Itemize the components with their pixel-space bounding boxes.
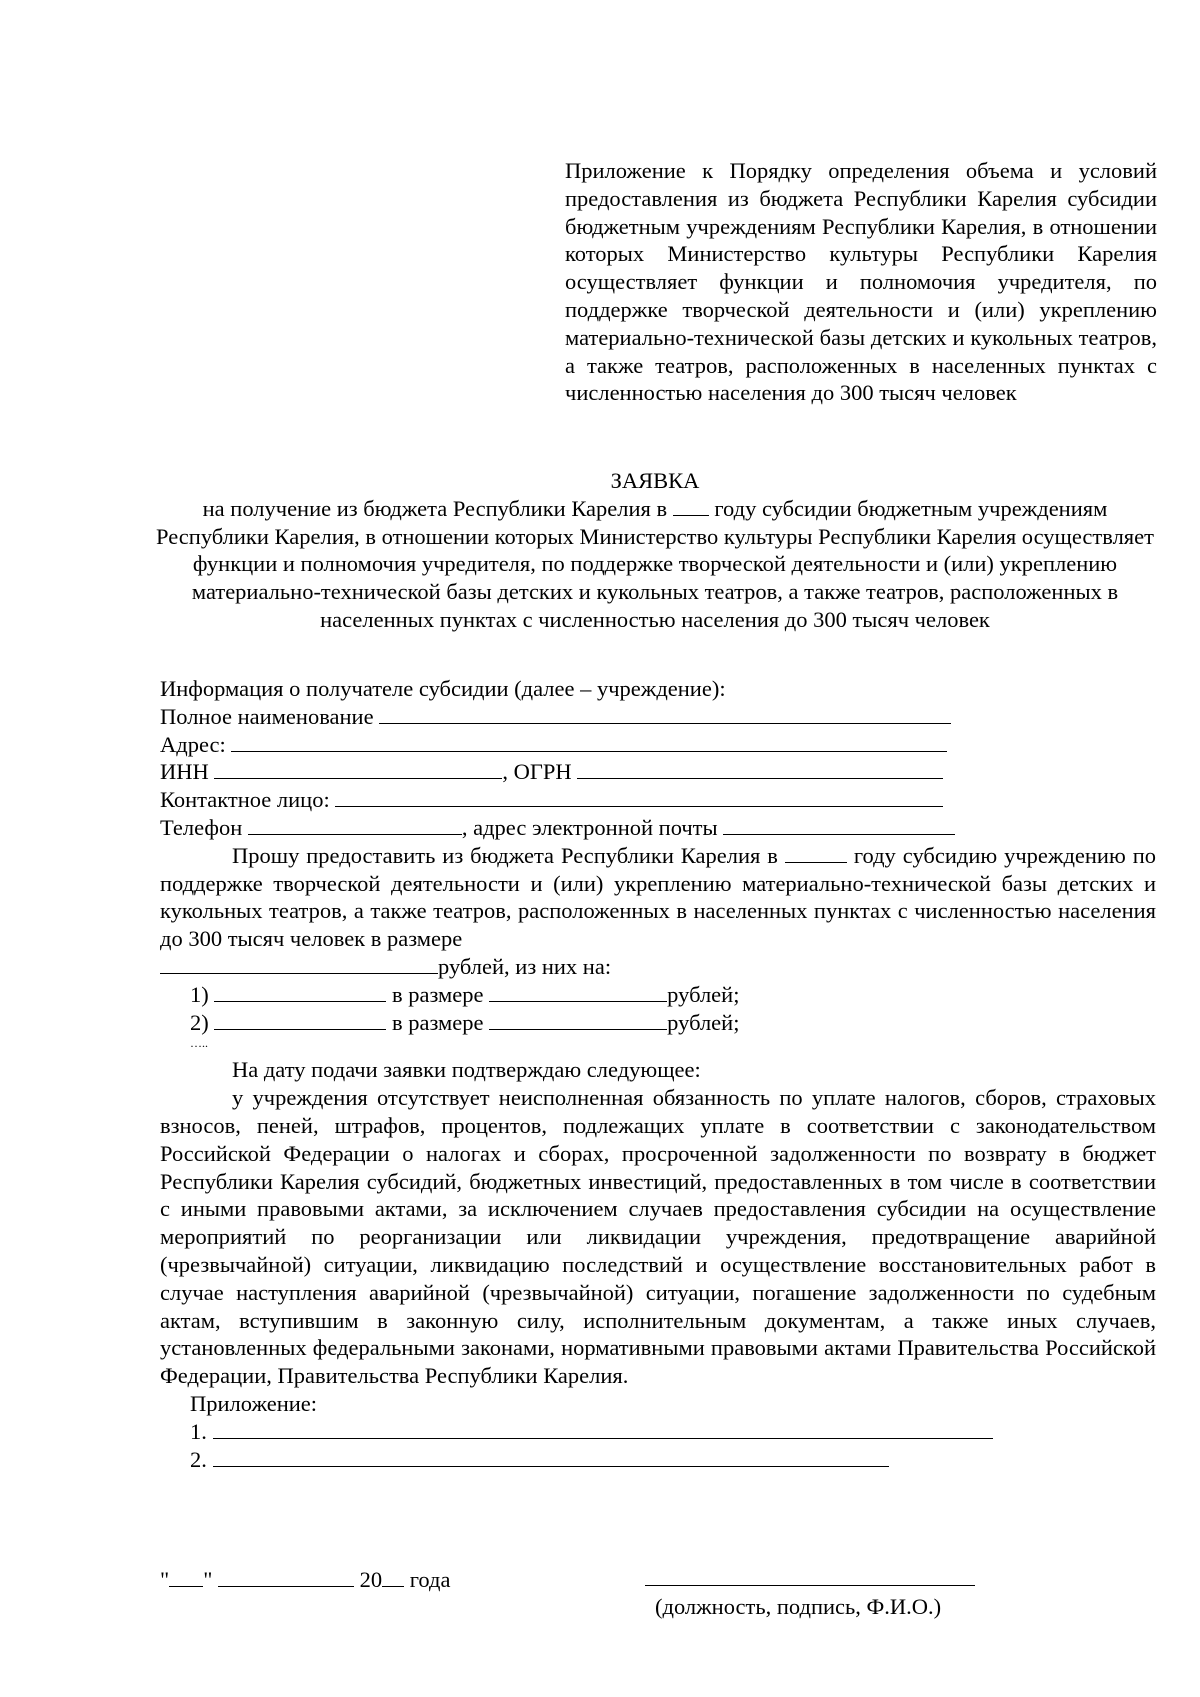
item-2-rubles-label: рублей;	[667, 1009, 740, 1035]
contact-label: Контактное лицо:	[160, 787, 330, 813]
ogrn-field[interactable]	[577, 758, 943, 779]
date-month-field[interactable]	[218, 1566, 354, 1587]
application-header	[150, 467, 1160, 634]
item-2-amount-label: в размере	[392, 1009, 484, 1035]
confirm-intro: На дату подачи заявки подтверждаю следующее:	[232, 1057, 701, 1083]
date-year-prefix: 20	[359, 1567, 383, 1592]
date-year-suffix: года	[409, 1567, 451, 1592]
item-2-amount-field[interactable]	[489, 1009, 667, 1030]
confirm-paragraph: у учреждения отсутствует неисполненная обязанность по уплате налогов, сборов, страховых взносов, пеней, штрафов, процентов, подлежащих уплате в соответствии с законодательством Российской Федерации о налогах и сборах, просроченной задолженности по возврату в бюджет Республики Карелия субсидий, бюджетных инвестиций, предоставленных в том числе в соответствии с иными правовыми актами, за исключением случаев предоставления субсидии на осуществление мероприятий по реорганизации или ликвидации учреждения, предотвращение аварийной (чрезвычайной) ситуации, ликвидацию последствий и осуществление восстановительных работ в случае наступления аварийной (чрезвычайной) ситуации, погашение задолженности по судебным актам, вступившим в законную силу, исполнительным документам, а также иных случаев, установленных федеральными законами, нормативными правовыми актами Правительства Российской Федерации, Правительства Республики Карелия.	[160, 1085, 1156, 1389]
application-body	[160, 675, 1156, 1473]
subtitle-part-2: году субсидии бюджетным учреждениям Республики Карелия, в отношении которых Министерство культуры Республики Карелия осуществляет функции и полномочия учредителя, по поддержке творческой деятельности и (или) укреплению материально-технической базы детских и кукольных театров, а также театров, расположенных в населенных пунктах с численностью населения до 300 тысяч человек	[156, 495, 1154, 632]
year-blank[interactable]	[673, 495, 709, 516]
date-quote-close: "	[203, 1567, 213, 1592]
full-name-row	[160, 703, 1156, 731]
document-subtitle	[150, 495, 1160, 634]
phone-label: Телефон	[160, 814, 243, 840]
attachment-2-field[interactable]	[213, 1446, 889, 1467]
email-field[interactable]	[723, 814, 955, 835]
attachment-1-number: 1.	[190, 1418, 207, 1444]
date-row	[160, 1566, 1156, 1596]
email-label: , адрес электронной почты	[461, 814, 718, 840]
inn-field[interactable]	[214, 758, 502, 779]
address-label: Адрес:	[160, 731, 226, 757]
info-heading: Информация о получателе субсидии (далее – учреждение):	[160, 676, 726, 701]
appendix-note: Приложение к Порядку определения объема и условий предоставления из бюджета Республики Карелия субсидии бюджетным учреждениям Республики Карелия, в отношении которых Министерство культуры Республики Карелия осуществляет функции и полномочия учредителя, по поддержке творческой деятельности и (или) укреплению материально-технической базы детских и кукольных театров, а также театров, расположенных в населенных пунктах с численностью населения до 300 тысяч человек	[565, 158, 1157, 406]
signature-field[interactable]	[645, 1585, 975, 1586]
item-2-purpose-field[interactable]	[214, 1009, 386, 1030]
subtitle-part-1: на получение из бюджета Республики Карелия в	[202, 495, 668, 521]
inn-label: ИНН	[160, 759, 209, 785]
list-item	[160, 981, 1156, 1009]
item-1-purpose-field[interactable]	[214, 981, 386, 1002]
contact-row	[160, 786, 1156, 814]
date-year-field[interactable]	[382, 1566, 404, 1587]
date-day-field[interactable]	[169, 1566, 203, 1587]
full-name-label: Полное наименование	[160, 703, 374, 729]
attachment-row-1	[160, 1418, 1156, 1446]
item-1-rubles-label: рублей;	[667, 981, 740, 1007]
signature-caption: (должность, подпись, Ф.И.О.)	[655, 1594, 942, 1619]
amount-row	[160, 953, 1156, 981]
rubles-of-them-label: рублей, из них на:	[438, 953, 612, 979]
item-2-number: 2)	[190, 1009, 209, 1035]
full-name-field[interactable]	[379, 703, 951, 724]
ogrn-label: , ОГРН	[502, 759, 572, 785]
list-ellipsis: …..	[190, 1036, 208, 1051]
inn-ogrn-row	[160, 758, 1156, 786]
request-part-1: Прошу предоставить из бюджета Республики Карелия в	[232, 842, 778, 868]
item-1-amount-label: в размере	[392, 981, 484, 1007]
attachment-row-2	[160, 1446, 1156, 1474]
total-amount-field[interactable]	[160, 953, 438, 974]
item-1-number: 1)	[190, 981, 209, 1007]
attachments-label: Приложение:	[190, 1390, 318, 1416]
request-year-field[interactable]	[785, 842, 847, 863]
item-1-amount-field[interactable]	[489, 981, 667, 1002]
attachment-1-field[interactable]	[213, 1418, 993, 1439]
document-title: ЗАЯВКА	[610, 468, 700, 493]
phone-field[interactable]	[248, 814, 462, 835]
list-item	[160, 1009, 1156, 1037]
request-paragraph	[160, 842, 1156, 953]
address-row	[160, 731, 1156, 759]
attachment-2-number: 2.	[190, 1446, 207, 1472]
request-part-2: году субсидию учреждению по поддержке творческой деятельности и (или) укреплению материально-технической базы детских и кукольных театров, а также театров, расположенных в населенных пунктах с численностью населения до 300 тысяч человек в размере	[160, 842, 1157, 952]
date-quote-open: "	[160, 1567, 170, 1592]
contact-field[interactable]	[335, 786, 943, 807]
address-field[interactable]	[231, 731, 947, 752]
phone-email-row	[160, 814, 1156, 842]
